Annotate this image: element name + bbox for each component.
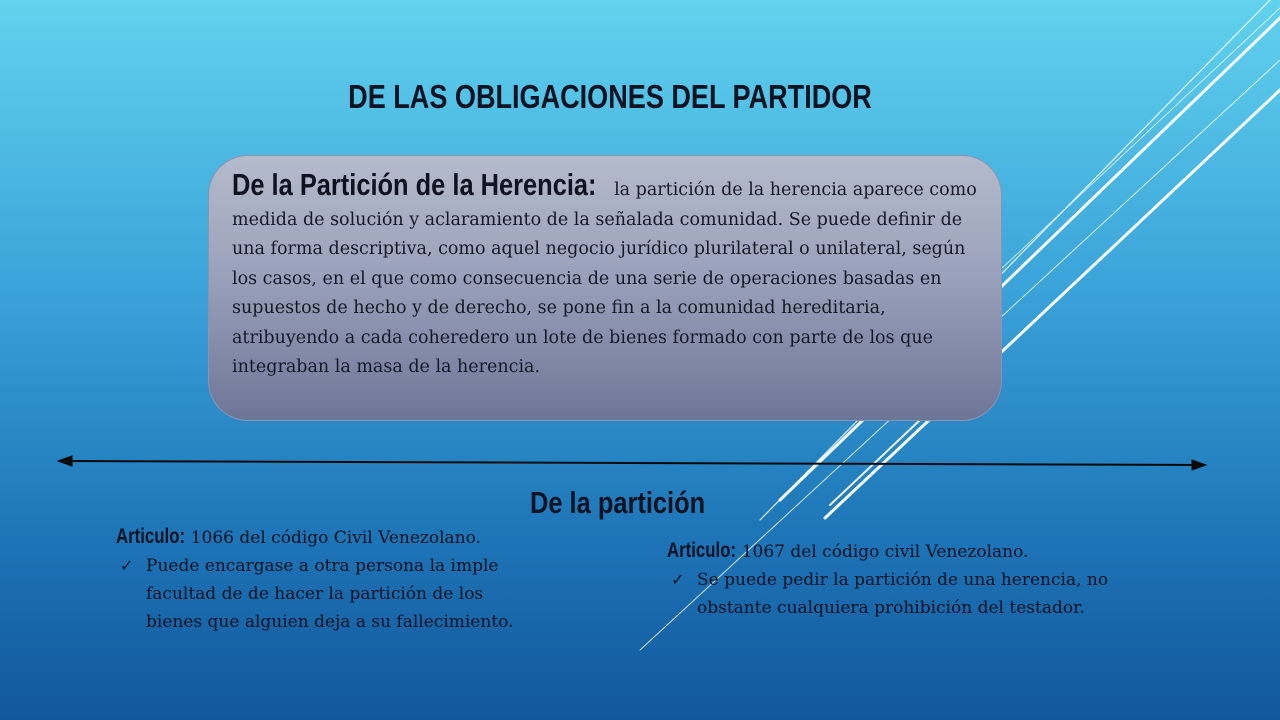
check-icon: ✓ [120,556,134,575]
article-text: 1066 del código Civil Venezolano. [185,528,481,548]
section-title: De la partición [530,485,706,520]
article-label: Articulo: [667,539,737,562]
bullet-item [667,566,1167,622]
bullet-item [116,552,536,636]
slide-title: DE LAS OBLIGACIONES DEL PARTIDOR [348,78,872,115]
article-text: 1067 del código civil Venezolano. [736,542,1029,562]
partition-definition-card [208,155,1002,421]
article-1066 [116,523,536,636]
card-heading: De la Partición de la Herencia: [232,167,597,202]
article-label: Articulo: [116,525,186,548]
check-icon: ✓ [671,570,685,589]
bullet-text: Se puede pedir la partición de una herencia, no obstante cualquiera prohibición del testador. [697,570,1109,618]
article-1067 [667,537,1167,622]
bullet-text: Puede encargase a otra persona la imple facultad de de hacer la partición de los bienes que alguien deja a su fallecimiento. [146,556,514,632]
diagonal-line-5 [1000,8,1280,270]
card-body: la partición de la herencia aparece como medida de solución y aclaramiento de la señalada comunidad. Se puede definir de una forma descriptiva, como aquel negocio jurídico plurilateral o unilateral, según los casos, en el que como consecuencia de una serie de operaciones basadas en supuestos de hecho y de derecho, se pone fin a la comunidad hereditaria, atribuyendo a cada coheredero un lote de bienes formado con parte de los que integraban la masa de la herencia. [232,180,977,377]
double-arrow-line [58,456,1206,470]
